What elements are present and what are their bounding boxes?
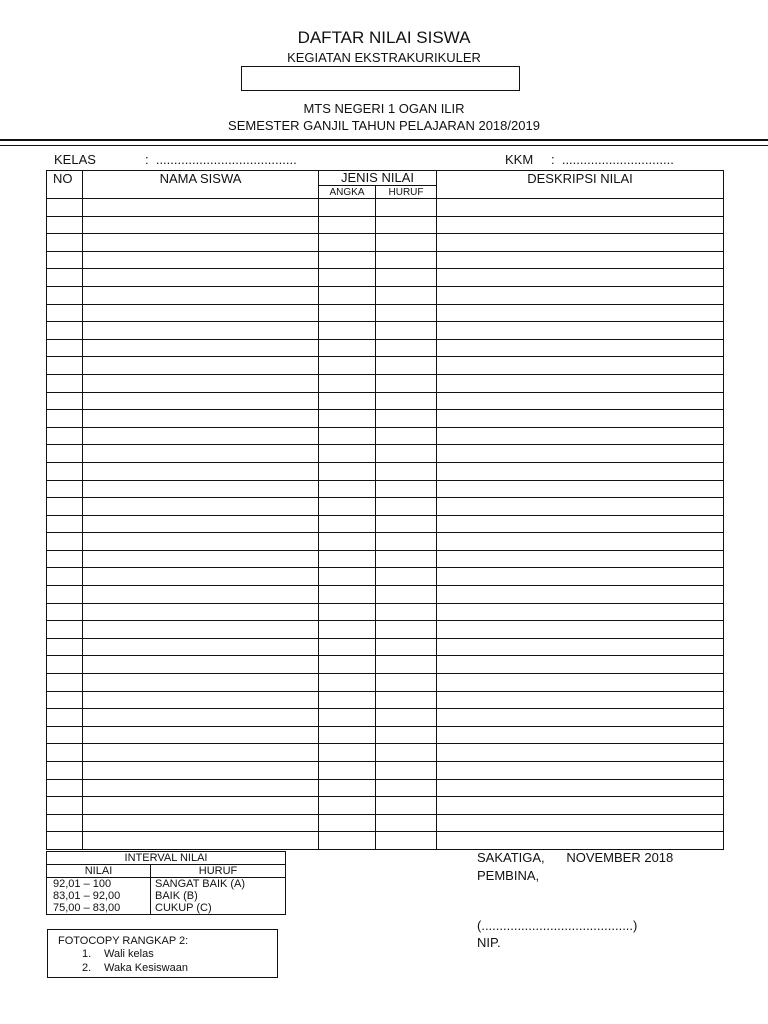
grade-row [47, 797, 724, 815]
header-rule-thick [0, 139, 768, 141]
nama-cell [83, 286, 319, 304]
angka-cell [319, 445, 376, 463]
grade-row [47, 269, 724, 287]
nama-cell [83, 638, 319, 656]
huruf-cell [376, 779, 437, 797]
no-cell [47, 234, 83, 252]
col-no-header: NO [47, 171, 83, 199]
no-cell [47, 550, 83, 568]
deskripsi-cell [437, 779, 724, 797]
grade-row [47, 445, 724, 463]
angka-cell [319, 656, 376, 674]
angka-cell [319, 568, 376, 586]
huruf-cell [376, 480, 437, 498]
no-cell [47, 216, 83, 234]
deskripsi-cell [437, 515, 724, 533]
huruf-cell [376, 621, 437, 639]
fotocopy-item-label: Waka Kesiswaan [104, 962, 188, 974]
deskripsi-cell [437, 480, 724, 498]
nama-cell [83, 199, 319, 217]
huruf-cell [376, 357, 437, 375]
no-cell [47, 392, 83, 410]
huruf-cell [376, 322, 437, 340]
nama-cell [83, 216, 319, 234]
deskripsi-cell [437, 498, 724, 516]
grade-row [47, 392, 724, 410]
huruf-cell [376, 445, 437, 463]
deskripsi-cell [437, 216, 724, 234]
huruf-cell [376, 568, 437, 586]
grade-row [47, 586, 724, 604]
angka-cell [319, 533, 376, 551]
angka-cell [319, 462, 376, 480]
angka-cell [319, 322, 376, 340]
nama-cell [83, 339, 319, 357]
no-cell [47, 814, 83, 832]
huruf-cell [376, 656, 437, 674]
no-cell [47, 586, 83, 604]
no-cell [47, 269, 83, 287]
no-cell [47, 621, 83, 639]
grade-row [47, 726, 724, 744]
angka-cell [319, 674, 376, 692]
nama-cell [83, 427, 319, 445]
huruf-cell [376, 832, 437, 850]
grade-row [47, 568, 724, 586]
grade-row [47, 322, 724, 340]
grade-row [47, 216, 724, 234]
fotocopy-item-label: Wali kelas [104, 948, 154, 960]
school-name: MTS NEGERI 1 OGAN ILIR [303, 101, 465, 116]
nama-cell [83, 674, 319, 692]
huruf-cell [376, 234, 437, 252]
huruf-cell [376, 216, 437, 234]
grade-row [47, 814, 724, 832]
fotocopy-item [82, 948, 154, 960]
angka-cell [319, 392, 376, 410]
huruf-cell [376, 744, 437, 762]
nama-cell [83, 814, 319, 832]
huruf-cell [376, 726, 437, 744]
nama-cell [83, 410, 319, 428]
angka-cell [319, 498, 376, 516]
huruf-cell [376, 304, 437, 322]
kkm-value: : ............................... [551, 152, 674, 167]
header-rule-thin [0, 145, 768, 146]
kelas-label: KELAS [54, 152, 96, 167]
no-cell [47, 726, 83, 744]
signature-role: PEMBINA, [477, 868, 540, 883]
angka-cell [319, 410, 376, 428]
nama-cell [83, 533, 319, 551]
interval-nilai: 83,01 – 92,00 [47, 890, 151, 902]
angka-cell [319, 427, 376, 445]
no-cell [47, 480, 83, 498]
huruf-cell [376, 286, 437, 304]
document-title: DAFTAR NILAI SISWA [297, 28, 471, 47]
nama-cell [83, 515, 319, 533]
no-cell [47, 656, 83, 674]
angka-cell [319, 199, 376, 217]
huruf-cell [376, 427, 437, 445]
angka-cell [319, 586, 376, 604]
grade-row [47, 638, 724, 656]
grade-row [47, 550, 724, 568]
angka-cell [319, 638, 376, 656]
angka-cell [319, 621, 376, 639]
angka-cell [319, 269, 376, 287]
huruf-cell [376, 550, 437, 568]
deskripsi-cell [437, 744, 724, 762]
no-cell [47, 251, 83, 269]
deskripsi-cell [437, 726, 724, 744]
huruf-cell [376, 603, 437, 621]
interval-head-huruf: HURUF [151, 865, 286, 878]
grade-row [47, 251, 724, 269]
grade-row [47, 744, 724, 762]
grade-row [47, 498, 724, 516]
fotocopy-item [82, 962, 188, 974]
deskripsi-cell [437, 814, 724, 832]
deskripsi-cell [437, 199, 724, 217]
deskripsi-cell [437, 392, 724, 410]
no-cell [47, 691, 83, 709]
col-deskripsi-header: DESKRIPSI NILAI [437, 171, 724, 199]
no-cell [47, 832, 83, 850]
nama-cell [83, 656, 319, 674]
grade-row [47, 533, 724, 551]
huruf-cell [376, 410, 437, 428]
huruf-cell [376, 374, 437, 392]
nama-cell [83, 568, 319, 586]
grade-row [47, 691, 724, 709]
angka-cell [319, 374, 376, 392]
interval-title: INTERVAL NILAI [47, 852, 286, 865]
grade-row [47, 515, 724, 533]
huruf-cell [376, 462, 437, 480]
nama-cell [83, 744, 319, 762]
huruf-cell [376, 269, 437, 287]
angka-cell [319, 515, 376, 533]
deskripsi-cell [437, 691, 724, 709]
deskripsi-cell [437, 586, 724, 604]
deskripsi-cell [437, 251, 724, 269]
deskripsi-cell [437, 445, 724, 463]
deskripsi-cell [437, 621, 724, 639]
no-cell [47, 779, 83, 797]
grade-row [47, 462, 724, 480]
angka-cell [319, 480, 376, 498]
grade-table [46, 170, 724, 850]
angka-cell [319, 691, 376, 709]
deskripsi-cell [437, 357, 724, 375]
huruf-cell [376, 586, 437, 604]
kelas-value: : ....................................... [145, 152, 297, 167]
huruf-cell [376, 691, 437, 709]
deskripsi-cell [437, 269, 724, 287]
activity-name-box [241, 66, 520, 91]
no-cell [47, 568, 83, 586]
no-cell [47, 533, 83, 551]
fotocopy-title: FOTOCOPY RANGKAP 2: [58, 935, 189, 947]
huruf-cell [376, 498, 437, 516]
no-cell [47, 797, 83, 815]
no-cell [47, 410, 83, 428]
no-cell [47, 339, 83, 357]
grade-row [47, 286, 724, 304]
grade-row [47, 339, 724, 357]
no-cell [47, 603, 83, 621]
huruf-cell [376, 638, 437, 656]
no-cell [47, 638, 83, 656]
grade-row [47, 779, 724, 797]
interval-huruf: SANGAT BAIK (A) [151, 878, 286, 891]
deskripsi-cell [437, 797, 724, 815]
no-cell [47, 286, 83, 304]
col-jenis-header: JENIS NILAI [319, 171, 437, 186]
deskripsi-cell [437, 410, 724, 428]
grade-row [47, 410, 724, 428]
angka-cell [319, 234, 376, 252]
deskripsi-cell [437, 339, 724, 357]
signature-name-line: (..........................................) [477, 918, 638, 933]
grade-table-body [47, 199, 724, 850]
interval-nilai: 75,00 – 83,00 [47, 902, 151, 915]
interval-head-nilai: NILAI [47, 865, 151, 878]
deskripsi-cell [437, 832, 724, 850]
huruf-cell [376, 674, 437, 692]
angka-cell [319, 251, 376, 269]
deskripsi-cell [437, 638, 724, 656]
nama-cell [83, 550, 319, 568]
no-cell [47, 357, 83, 375]
huruf-cell [376, 814, 437, 832]
nama-cell [83, 586, 319, 604]
fotocopy-box [47, 929, 278, 978]
semester-line: SEMESTER GANJIL TAHUN PELAJARAN 2018/2019 [228, 118, 540, 133]
deskripsi-cell [437, 533, 724, 551]
angka-cell [319, 216, 376, 234]
nama-cell [83, 726, 319, 744]
nama-cell [83, 709, 319, 727]
signature-nip: NIP. [477, 935, 501, 950]
angka-cell [319, 814, 376, 832]
deskripsi-cell [437, 374, 724, 392]
huruf-cell [376, 339, 437, 357]
huruf-cell [376, 515, 437, 533]
nama-cell [83, 251, 319, 269]
deskripsi-cell [437, 762, 724, 780]
angka-cell [319, 832, 376, 850]
no-cell [47, 744, 83, 762]
no-cell [47, 674, 83, 692]
deskripsi-cell [437, 568, 724, 586]
no-cell [47, 304, 83, 322]
deskripsi-cell [437, 462, 724, 480]
grade-row [47, 234, 724, 252]
nama-cell [83, 462, 319, 480]
no-cell [47, 427, 83, 445]
deskripsi-cell [437, 234, 724, 252]
grade-row [47, 374, 724, 392]
nama-cell [83, 374, 319, 392]
col-nama-header: NAMA SISWA [83, 171, 319, 199]
document-subtitle: KEGIATAN EKSTRAKURIKULER [287, 50, 481, 65]
col-huruf-header: HURUF [376, 186, 437, 199]
signature-place-date: SAKATIGA, NOVEMBER 2018 [477, 850, 674, 865]
angka-cell [319, 726, 376, 744]
nama-cell [83, 621, 319, 639]
interval-huruf: CUKUP (C) [151, 902, 286, 915]
no-cell [47, 322, 83, 340]
no-cell [47, 445, 83, 463]
angka-cell [319, 744, 376, 762]
nama-cell [83, 797, 319, 815]
angka-cell [319, 709, 376, 727]
deskripsi-cell [437, 709, 724, 727]
nama-cell [83, 322, 319, 340]
no-cell [47, 762, 83, 780]
nama-cell [83, 762, 319, 780]
angka-cell [319, 779, 376, 797]
nama-cell [83, 832, 319, 850]
deskripsi-cell [437, 322, 724, 340]
no-cell [47, 374, 83, 392]
deskripsi-cell [437, 603, 724, 621]
no-cell [47, 462, 83, 480]
angka-cell [319, 797, 376, 815]
no-cell [47, 199, 83, 217]
nama-cell [83, 357, 319, 375]
angka-cell [319, 304, 376, 322]
kkm-label: KKM [505, 152, 534, 167]
grade-row [47, 762, 724, 780]
nama-cell [83, 480, 319, 498]
col-angka-header: ANGKA [319, 186, 376, 199]
grade-row [47, 832, 724, 850]
nama-cell [83, 498, 319, 516]
nama-cell [83, 234, 319, 252]
nama-cell [83, 304, 319, 322]
grade-row [47, 199, 724, 217]
huruf-cell [376, 762, 437, 780]
interval-nilai: 92,01 – 100 [47, 878, 151, 891]
deskripsi-cell [437, 656, 724, 674]
nama-cell [83, 691, 319, 709]
huruf-cell [376, 199, 437, 217]
grade-row [47, 621, 724, 639]
deskripsi-cell [437, 304, 724, 322]
huruf-cell [376, 533, 437, 551]
angka-cell [319, 762, 376, 780]
angka-cell [319, 603, 376, 621]
grade-row [47, 357, 724, 375]
nama-cell [83, 603, 319, 621]
angka-cell [319, 550, 376, 568]
grade-row [47, 709, 724, 727]
nama-cell [83, 392, 319, 410]
no-cell [47, 709, 83, 727]
huruf-cell [376, 251, 437, 269]
huruf-cell [376, 392, 437, 410]
grade-row [47, 674, 724, 692]
huruf-cell [376, 709, 437, 727]
nama-cell [83, 779, 319, 797]
angka-cell [319, 339, 376, 357]
grade-row [47, 603, 724, 621]
grade-row [47, 480, 724, 498]
angka-cell [319, 357, 376, 375]
deskripsi-cell [437, 674, 724, 692]
nama-cell [83, 445, 319, 463]
nama-cell [83, 269, 319, 287]
interval-table [46, 851, 286, 915]
fotocopy-item-number: 2. [82, 962, 92, 974]
deskripsi-cell [437, 550, 724, 568]
fotocopy-item-number: 1. [82, 948, 92, 960]
interval-huruf: BAIK (B) [151, 890, 286, 902]
no-cell [47, 515, 83, 533]
grade-row [47, 656, 724, 674]
grade-row [47, 427, 724, 445]
grade-row [47, 304, 724, 322]
huruf-cell [376, 797, 437, 815]
deskripsi-cell [437, 427, 724, 445]
angka-cell [319, 286, 376, 304]
deskripsi-cell [437, 286, 724, 304]
no-cell [47, 498, 83, 516]
